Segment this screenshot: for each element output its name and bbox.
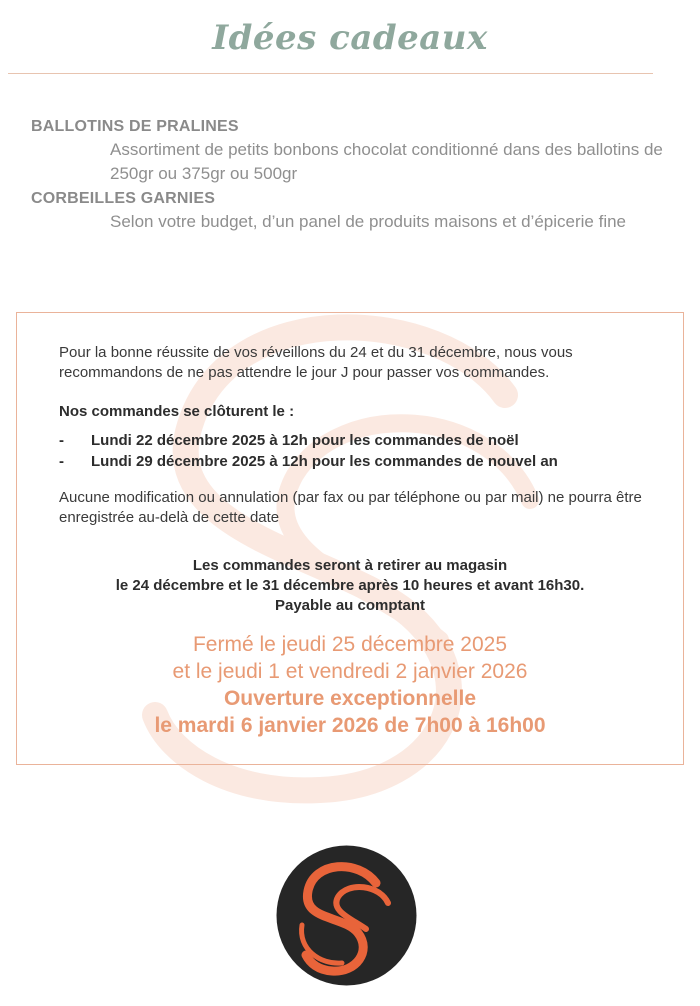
product-name: CORBEILLES GARNIES [31,190,216,207]
product-name: BALLOTINS DE PRALINES [31,118,239,135]
pickup-info [17,556,683,616]
deadline-text: Lundi 22 décembre 2025 à 12h pour les commandes de noël [91,432,519,449]
page-title: Idées cadeaux [212,18,488,58]
product-description: Assortiment de petits bonbons chocolat conditionné dans des ballotins de 250gr ou 375gr ou 500gr [110,140,663,183]
closure-line: Fermé le jeudi 25 décembre 2025 [192,633,507,656]
title-divider [8,73,653,74]
list-item [59,451,558,472]
closure-info [17,631,683,739]
order-info-box [16,312,684,765]
opening-line: Ouverture exceptionnelle [223,687,477,710]
bullet-dash: - [59,453,64,470]
deadline-heading: Nos commandes se clôturent le : [59,403,295,420]
deadline-list [59,430,558,472]
deadline-text: Lundi 29 décembre 2025 à 12h pour les commandes de nouvel an [91,453,558,470]
bullet-dash: - [59,432,64,449]
pickup-line: le 24 décembre et le 31 décembre après 10 heures et avant 16h30. [115,577,585,594]
cs-logo [276,845,417,986]
list-item [59,430,558,451]
pickup-line: Payable au comptant [274,597,426,614]
product-ballotins [31,118,691,186]
pickup-line: Les commandes seront à retirer au magasin [192,557,508,574]
opening-line: le mardi 6 janvier 2026 de 7h00 à 16h00 [154,714,546,737]
product-description: Selon votre budget, d’un panel de produits maisons et d’épicerie fine [110,212,627,231]
modification-notice: Aucune modification ou annulation (par fax ou par téléphone ou par mail) ne pourra être enregistrée au-delà de cette date [59,489,642,526]
product-corbeilles [31,190,691,234]
intro-text: Pour la bonne réussite de vos réveillons du 24 et du 31 décembre, nous vous recommandons de ne pas attendre le jour J pour passer vos commandes. [59,344,573,381]
closure-line: et le jeudi 1 et vendredi 2 janvier 2026 [172,660,528,683]
